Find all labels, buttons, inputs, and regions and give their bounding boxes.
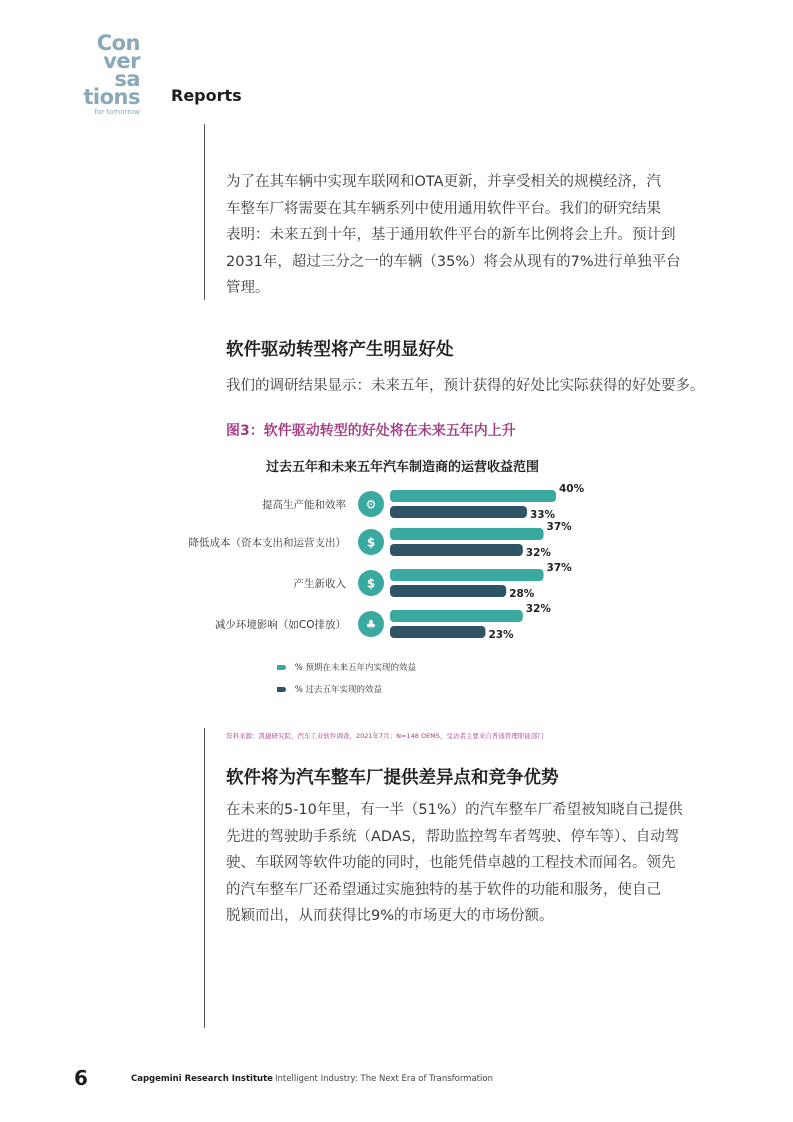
page-number: 6 [74, 1066, 88, 1090]
benefits-paragraph: 我们的调研结果显示：未来五年，预计获得的好处比实际获得的好处要多。 [226, 378, 705, 394]
text-line: 驶、车联网等软件功能的同时，也能凭借卓越的工程技术而闻名。领先 [226, 855, 676, 871]
footer-document-title: Intelligent Industry: The Next Era of Transformation [275, 1074, 493, 1084]
data-label: 23% [488, 629, 514, 641]
legend-item-past [277, 683, 382, 695]
text-line: 为了在其车辆中实现车联网和OTA更新，并享受相关的规模经济，汽 [226, 174, 662, 190]
heading-benefits: 软件驱动转型将产生明显好处 [226, 340, 454, 360]
text-line: 脱颖而出，从而获得比9%的市场更大的市场份额。 [226, 908, 554, 924]
bar-expected [390, 610, 523, 622]
text-line: 在未来的5-10年里，有一半（51%）的汽车整车厂希望被知晓自己提供 [226, 802, 683, 818]
data-label: 33% [529, 509, 556, 521]
data-label: 32% [525, 547, 551, 559]
text-line: 车整车厂将需要在其车辆系列中使用通用软件平台。我们的研究结果 [226, 200, 661, 217]
text-line: 管理。 [226, 280, 270, 296]
data-label: 32% [525, 603, 551, 615]
cost-reduction-icon-glyph: $ [366, 535, 376, 550]
intro-paragraph [226, 169, 706, 302]
bar-past [390, 585, 506, 597]
divider-line [204, 124, 205, 300]
logo [70, 31, 140, 117]
legend-swatch-past [277, 687, 286, 692]
bar-expected [390, 528, 544, 540]
advantage-paragraph [226, 797, 706, 930]
logo-line: tions [83, 85, 140, 109]
section-title: Reports [171, 86, 242, 105]
data-label: 37% [546, 562, 572, 574]
source-note: 资料来源：凯捷研究院，汽车工业软件调查，2021年7月；N=148 OEMS，受访者主要来自普通管理职能部门 [226, 732, 544, 740]
chart-title: 过去五年和未来五年汽车制造商的运营收益范围 [265, 460, 539, 475]
legend-label: % 预期在未来五年内实现的效益 [294, 663, 416, 673]
figure-title: 图3：软件驱动转型的好处将在未来五年内上升 [226, 423, 516, 439]
revenue-growth-icon-glyph: $ [366, 576, 376, 591]
text-line: 2031年，超过三分之一的车辆（35%）将会从现有的7%进行单独平台 [226, 253, 681, 270]
heading-advantage: 软件将为汽车整车厂提供差异点和竞争优势 [226, 768, 559, 788]
category-label: 产生新收入 [293, 578, 346, 590]
leaf-drop-icon-glyph: ♣ [365, 617, 377, 632]
logo-line: Con [96, 31, 140, 55]
gear-cycle-icon-glyph: ⚙ [365, 497, 377, 512]
category-label: 降低成本（资本支出和运营支出） [188, 537, 346, 549]
data-label: 28% [509, 588, 535, 600]
legend-label: % 过去五年实现的效益 [294, 685, 382, 695]
text-line: 的汽车整车厂还希望通过实施独特的基于软件的功能和服务，使自己 [226, 881, 661, 898]
data-label: 40% [559, 483, 585, 495]
logo-line: ver [103, 49, 140, 73]
text-line: 表明：未来五到十年，基于通用软件平台的新车比例将会上升。预计到 [226, 227, 676, 243]
bar-expected [390, 569, 544, 581]
category-label: 提高生产能和效率 [262, 499, 346, 511]
bar-past [390, 544, 523, 556]
text-line: 先进的驾驶助手系统（ADAS，帮助监控驾车者驾驶、停车等）、自动驾 [226, 828, 680, 845]
bar-past [390, 626, 485, 638]
bar-past [390, 506, 527, 518]
logo-tagline: for tomorrow [94, 108, 140, 116]
bar-expected [390, 490, 556, 502]
bar-chart [150, 480, 610, 650]
divider-line [204, 728, 205, 1028]
category-label: 减少环境影响（如CO排放） [214, 619, 346, 631]
legend-swatch-expected [277, 665, 286, 670]
footer-organization: Capgemini Research Institute [131, 1074, 273, 1084]
logo-line: sa [114, 67, 140, 91]
data-label: 37% [546, 521, 572, 533]
legend-item-expected [277, 661, 416, 673]
